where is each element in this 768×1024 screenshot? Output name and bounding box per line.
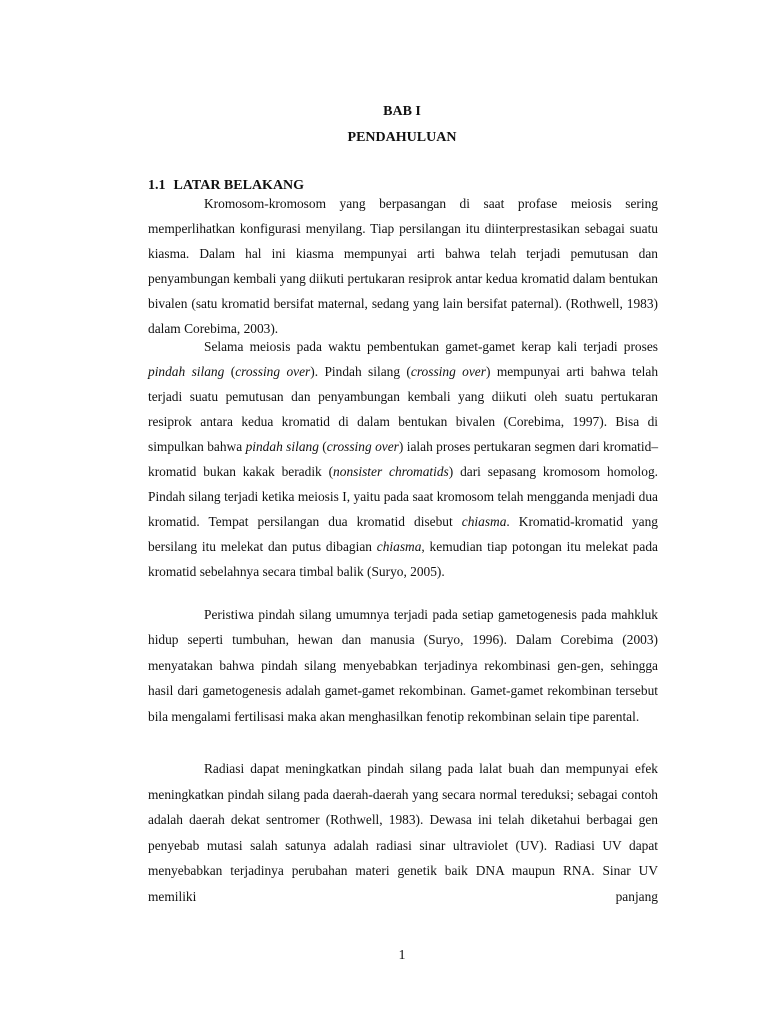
italic-term: chiasma: [461, 514, 507, 529]
text-run: ) mempunyai arti bahwa telah terjadi suatu pemutusan dan penyambungan kembali yang diikuti oleh suatu pertukaran resiprok antara kedua kromatid di dalam bentukan bivalen (Corebima, 1997). Bisa di simpulkan bahwa: [148, 364, 659, 454]
text-run: (: [318, 439, 327, 454]
text-run: Kromosom-kromosom yang berpasangan di saat profase meiosis sering memperlihatkan konfigurasi menyilang. Tiap persilangan itu diinterprestasikan sebagai suatu kiasma. Dalam hal ini kiasma mempunyai arti bahwa telah terjadi pemutusan dan penyambungan kembali yang diikuti pertukaran resiprok antar kedua kromatid dalam bentukan bivalen (satu kromatid bersifat maternal, sedang yang lain bersifat paternal). (Rothwell, 1983) dalam Corebima, 2003).: [148, 196, 658, 336]
text-run: Peristiwa pindah silang umumnya terjadi pada setiap gametogenesis pada mahkluk hidup seperti tumbuhan, hewan dan manusia (Suryo, 1996). Dalam Corebima (2003) menyatakan bahwa pindah silang menyebabkan terjadinya rekombinasi gen-gen, sehingga hasil dari gametogenesis adalah gamet-gamet rekombinan. Gamet-gamet rekombinan tersebut bila mengalami fertilisasi maka akan menghasilkan fenotip rekombinan selain tipe parental.: [148, 607, 658, 724]
italic-term: crossing over: [235, 364, 311, 379]
text-run: Radiasi dapat meningkatkan pindah silang pada lalat buah dan mempunyai efek meningkatkan pindah silang pada daerah-daerah yang secara normal tereduksi; sebagai contoh adalah daerah dekat sentromer (Rothwell, 1983). Dewasa ini telah diketahui berbagai gen penyebab mutasi salah satunya adalah radiasi sinar ultraviolet (UV). Radiasi UV dapat menyebabkan terjadinya perubahan materi genetik baik DNA maupun RNA. Sinar UV memiliki panjang: [148, 761, 658, 904]
text-run: Selama meiosis pada waktu pembentukan gamet-gamet kerap kali terjadi proses: [204, 339, 658, 354]
chapter-number: BAB I: [383, 104, 421, 119]
page-number: 1: [398, 948, 406, 963]
text-run: ) ialah proses pertukaran segmen dari kromatid–kromatid bukan kakak beradik (: [148, 439, 659, 479]
paragraph-4: [148, 756, 658, 910]
italic-term: pindah silang: [245, 439, 319, 454]
text-run: , kemudian tiap potongan itu melekat pada kromatid sebelahnya secara timbal balik (Suryo, 2005).: [148, 539, 658, 579]
italic-term: pindah silang: [148, 364, 225, 379]
section-number: 1.1: [148, 178, 166, 193]
italic-term: nonsister chromatids: [333, 464, 449, 479]
text-run: (: [224, 364, 236, 379]
chapter-title: PENDAHULUAN: [347, 130, 457, 145]
italic-term: crossing over: [410, 364, 486, 379]
text-run: ). Pindah silang (: [310, 364, 411, 379]
italic-term: crossing over: [326, 439, 399, 454]
text-run: . Kromatid-kromatid yang bersilang itu melekat dan putus dibagian: [148, 514, 658, 554]
paragraph-3: [148, 602, 658, 729]
paragraph-1: [148, 191, 658, 341]
italic-term: chiasma: [376, 539, 422, 554]
paragraph-2: [148, 334, 658, 584]
section-title: LATAR BELAKANG: [173, 178, 305, 193]
text-run: ) dari sepasang kromosom homolog. Pindah silang terjadi ketika meiosis I, yaitu pada saat kromosom telah mengganda menjadi dua kromatid. Tempat persilangan dua kromatid disebut: [148, 464, 659, 529]
